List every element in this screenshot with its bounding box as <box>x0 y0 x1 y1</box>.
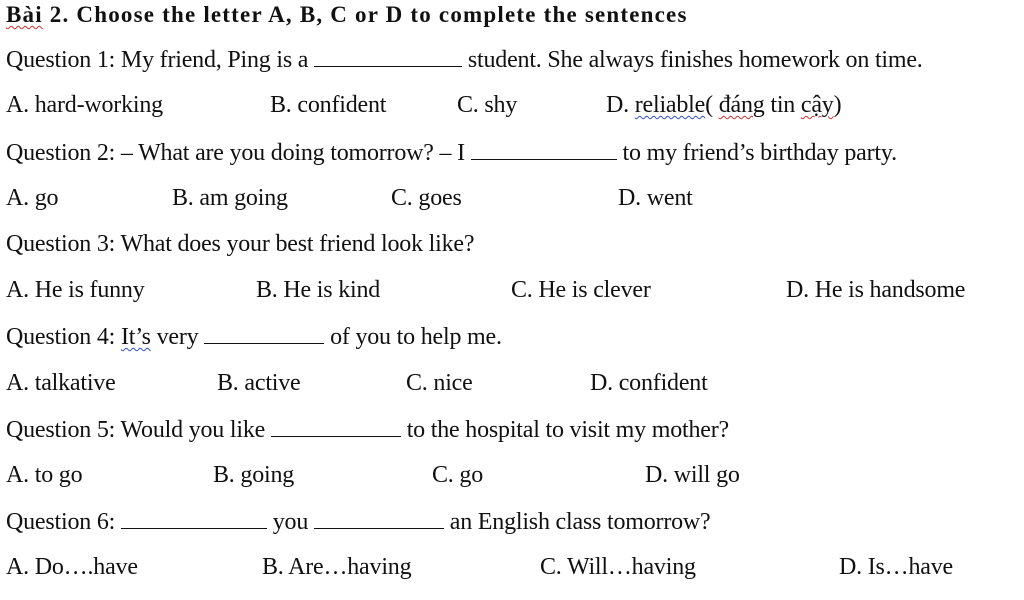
heading-bai: Bài <box>6 2 43 27</box>
question-4-option-b: B. active <box>217 370 301 396</box>
question-1-option-d <box>606 92 841 119</box>
question-5-text-end: to the hospital to visit my mother? <box>400 417 729 443</box>
option-d-cay: cậy <box>800 92 834 118</box>
question-5-option-c: C. go <box>432 462 484 488</box>
option-d-close: ) <box>833 92 842 118</box>
question-4-text-mid: very <box>150 324 205 350</box>
question-6 <box>6 508 711 536</box>
question-1-option-c: C. shy <box>457 92 518 118</box>
question-5-option-b: B. going <box>213 462 295 488</box>
question-6-option-b: B. Are…having <box>262 554 412 580</box>
question-6-option-c: C. Will…having <box>540 554 696 580</box>
question-6-option-d: D. Is…have <box>839 554 953 580</box>
question-5-blank <box>271 416 401 437</box>
question-1-option-b: B. confident <box>270 92 387 118</box>
question-3-option-c: C. He is clever <box>511 277 651 303</box>
question-6-option-a: A. Do….have <box>6 554 138 580</box>
question-5-text-start: Question 5: Would you like <box>6 417 271 443</box>
question-2-option-d: D. went <box>618 185 693 211</box>
question-5-option-a: A. to go <box>6 462 83 488</box>
question-1-option-a: A. hard-working <box>6 92 163 118</box>
question-5-option-d: D. will go <box>645 462 740 488</box>
question-4-text-end: of you to help me. <box>324 324 502 350</box>
question-6-text-start: Question 6: <box>6 509 121 535</box>
option-d-tin: tin <box>764 92 801 118</box>
option-d-dang: đáng <box>718 92 765 118</box>
question-2-text-start: Question 2: – What are you doing tomorrow? – I <box>6 140 471 166</box>
option-d-paren: ( <box>705 92 719 118</box>
question-2-text-end: to my friend’s birthday party. <box>616 140 897 166</box>
question-1 <box>6 46 923 74</box>
question-4-option-c: C. nice <box>406 370 473 396</box>
question-6-text-end: an English class tomorrow? <box>443 509 711 535</box>
question-3-option-b: B. He is kind <box>256 277 381 303</box>
option-d-word: reliable <box>634 92 706 118</box>
question-2-option-a: A. go <box>6 185 59 211</box>
question-4-option-d: D. confident <box>590 370 708 396</box>
question-6-blank-2 <box>314 508 444 529</box>
question-4-text-start: Question 4: <box>6 324 121 350</box>
question-2 <box>6 139 897 167</box>
question-1-text-start: Question 1: My friend, Ping is a <box>6 47 315 73</box>
question-4-its: It’s <box>120 324 151 350</box>
question-4-blank <box>204 323 324 344</box>
question-5 <box>6 416 729 444</box>
question-3-option-d: D. He is handsome <box>786 277 966 303</box>
question-2-option-c: C. goes <box>391 185 462 211</box>
question-4 <box>6 323 502 351</box>
heading-text: 2. Choose the letter A, B, C or D to complete the sentences <box>42 2 688 27</box>
question-2-blank <box>471 139 617 160</box>
question-2-option-b: B. am going <box>172 185 288 211</box>
question-4-option-a: A. talkative <box>6 370 116 396</box>
question-6-text-mid: you <box>266 509 314 535</box>
option-d-prefix: D. <box>606 92 635 118</box>
exercise-heading <box>6 2 688 28</box>
question-1-text-end: student. She always finishes homework on time. <box>462 47 923 73</box>
question-6-blank-1 <box>121 508 267 529</box>
question-3-option-a: A. He is funny <box>6 277 145 303</box>
question-3: Question 3: What does your best friend look like? <box>6 231 475 257</box>
question-1-blank <box>314 46 462 67</box>
